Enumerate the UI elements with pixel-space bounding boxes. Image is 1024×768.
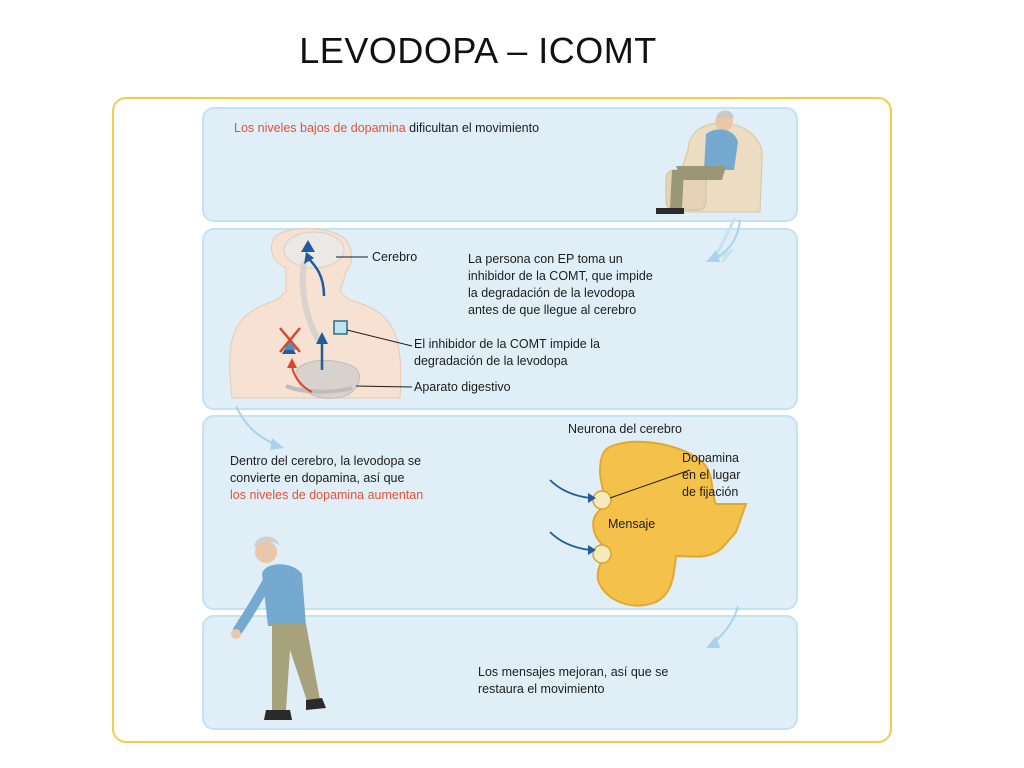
low-dopamine-caption <box>234 120 539 137</box>
dopamine-label-line: de fijación <box>682 485 739 499</box>
brain-caption <box>230 453 423 504</box>
dopamine-label-line: en el lugar <box>682 468 741 482</box>
movement-caption-line: Los mensajes mejoran, así que se <box>478 665 669 679</box>
brain-caption-line: convierte en dopamina, así que <box>230 471 405 485</box>
comt-caption <box>468 251 653 319</box>
label-digestive: Aparato digestivo <box>414 380 511 394</box>
comt-caption-line: inhibidor de la COMT, que impide <box>468 269 653 283</box>
label-inhibitor-line: degradación de la levodopa <box>414 354 568 368</box>
neuron-title: Neurona del cerebro <box>568 422 682 436</box>
page-title: LEVODOPA – ICOMT <box>299 30 657 71</box>
comt-caption-line: antes de que llegue al cerebro <box>468 303 637 317</box>
label-brain: Cerebro <box>372 250 418 264</box>
movement-caption-line: restaura el movimiento <box>478 682 605 696</box>
flow-arrow-1 <box>706 218 740 262</box>
brain-caption-line: Dentro del cerebro, la levodopa se <box>230 454 422 468</box>
comt-caption-line: La persona con EP toma un <box>468 252 623 266</box>
dopamine-label <box>682 450 740 501</box>
low-dopamine-highlight: Los niveles bajos de dopamina <box>234 121 406 135</box>
message-label: Mensaje <box>608 517 656 531</box>
seated-man-illustration <box>656 111 762 215</box>
label-inhibitor-line: El inhibidor de la COMT impide la <box>414 337 600 351</box>
flow-arrow-3 <box>706 606 738 648</box>
brain-caption-highlight: los niveles de dopamina aumentan <box>230 488 424 502</box>
movement-caption <box>478 664 668 698</box>
comt-caption-line: la degradación de la levodopa <box>468 286 635 300</box>
label-inhibitor <box>414 336 600 370</box>
walking-man-illustration <box>231 536 326 720</box>
dopamine-label-line: Dopamina <box>682 451 739 465</box>
low-dopamine-rest: dificultan el movimiento <box>405 121 540 135</box>
flow-arrow-2 <box>236 406 284 450</box>
